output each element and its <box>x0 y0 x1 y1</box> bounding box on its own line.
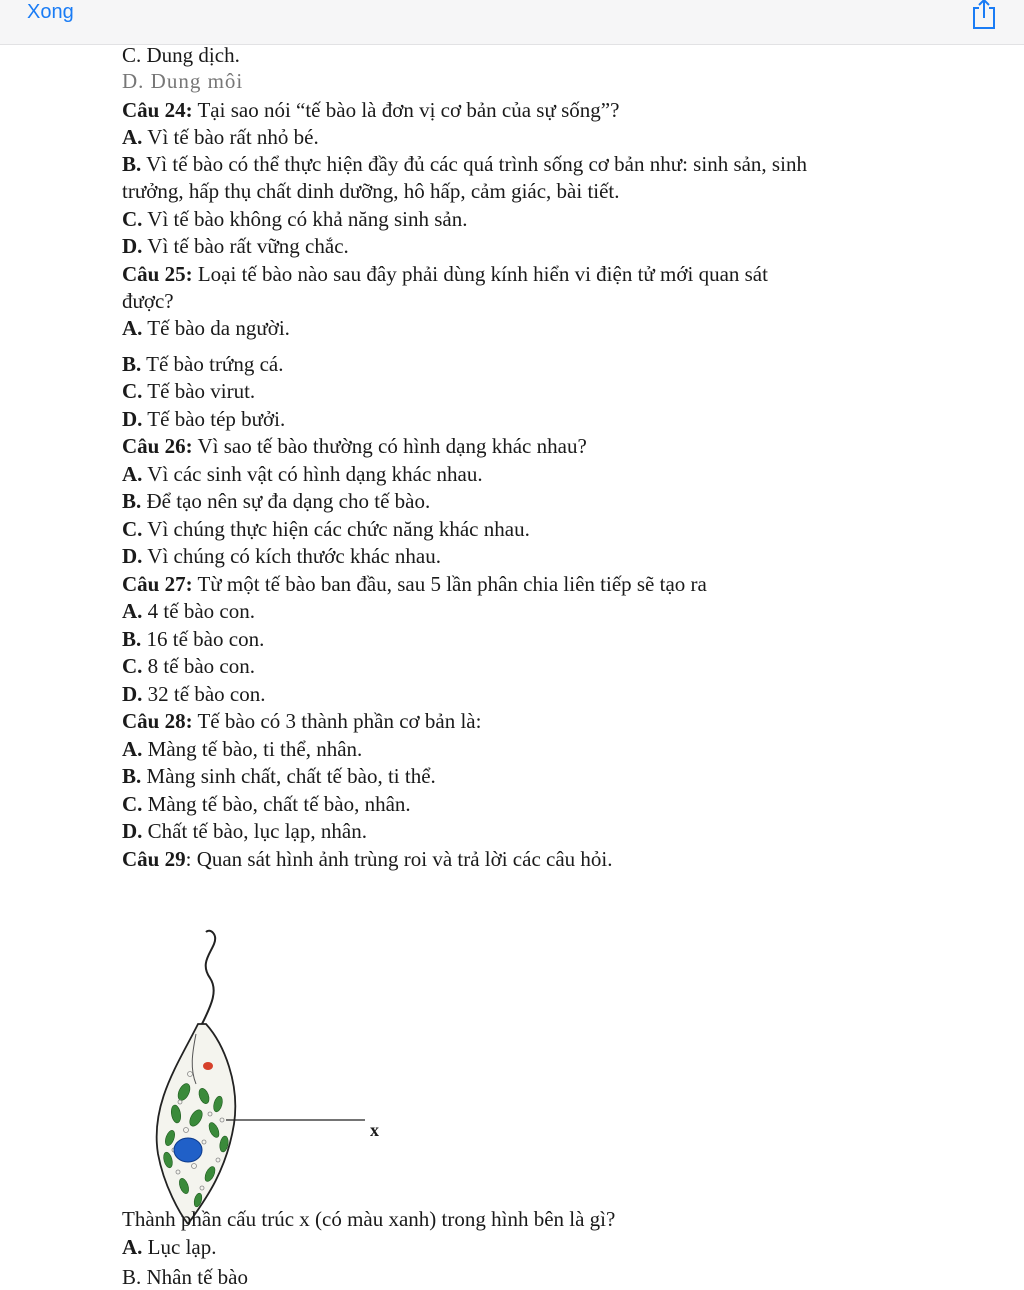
euglena-illustration <box>140 924 400 1224</box>
q25-option-b: B. Tế bào trứng cá. <box>122 352 284 376</box>
question-29: Câu 29: Quan sát hình ảnh trùng roi và trả lời các câu hỏi. <box>122 847 613 871</box>
q25-option-c: C. Tế bào virut. <box>122 379 256 403</box>
q25-option-d: D. Tế bào tép bưởi. <box>122 407 286 431</box>
q24-option-b: B. Vì tế bào có thể thực hiện đầy đủ các quá trình sống cơ bản như: sinh sản, sinh <box>122 152 807 176</box>
q27-option-d: D. 32 tế bào con. <box>122 682 266 706</box>
question-26: Câu 26: Vì sao tế bào thường có hình dạng khác nhau? <box>122 434 587 458</box>
q24-option-c: C. Vì tế bào không có khả năng sinh sản. <box>122 207 468 231</box>
q29-sub-question: Thành phần cấu trúc x (có màu xanh) trong hình bên là gì? <box>122 1207 616 1231</box>
q27-option-c: C. 8 tế bào con. <box>122 654 255 678</box>
q24-option-a: A. Vì tế bào rất nhỏ bé. <box>122 125 319 149</box>
q26-option-b: B. Để tạo nên sự đa dạng cho tế bào. <box>122 489 431 513</box>
top-toolbar <box>0 0 1024 45</box>
partial-option-c: C. Dung dịch. <box>122 43 240 67</box>
done-button[interactable]: Xong <box>27 1 74 23</box>
q28-option-b: B. Màng sinh chất, chất tế bào, ti thể. <box>122 764 436 788</box>
question-25: Câu 25: Loại tế bào nào sau đây phải dùng kính hiển vi điện tử mới quan sát <box>122 262 768 286</box>
question-24: Câu 24: Tại sao nói “tế bào là đơn vị cơ bản của sự sống”? <box>122 98 620 122</box>
share-icon <box>968 0 1000 30</box>
question-28: Câu 28: Tế bào có 3 thành phần cơ bản là: <box>122 709 482 733</box>
q28-option-a: A. Màng tế bào, ti thể, nhân. <box>122 737 363 761</box>
q26-option-a: A. Vì các sinh vật có hình dạng khác nhau. <box>122 462 483 486</box>
q24-option-d: D. Vì tế bào rất vững chắc. <box>122 234 349 258</box>
q29-sub-option-b-partial: B. Nhân tế bào <box>122 1265 248 1289</box>
q28-option-c: C. Màng tế bào, chất tế bào, nhân. <box>122 792 411 816</box>
q25-option-a: A. Tế bào da người. <box>122 316 290 340</box>
q24-option-b-cont: trưởng, hấp thụ chất dinh dưỡng, hô hấp, cảm giác, bài tiết. <box>122 179 620 203</box>
q26-option-d: D. Vì chúng có kích thước khác nhau. <box>122 544 441 568</box>
figure-label-x: x <box>370 1120 379 1140</box>
partial-option-d: D. Dung môi <box>122 69 244 93</box>
q27-option-a: A. 4 tế bào con. <box>122 599 255 623</box>
question-27: Câu 27: Từ một tế bào ban đầu, sau 5 lần phân chia liên tiếp sẽ tạo ra <box>122 572 707 596</box>
q27-option-b: B. 16 tế bào con. <box>122 627 265 651</box>
q29-sub-option-a: A. Lục lạp. <box>122 1235 217 1259</box>
share-button[interactable] <box>968 0 1000 30</box>
question-25-cont: được? <box>122 289 174 313</box>
document-page <box>0 43 1024 1289</box>
q28-option-d: D. Chất tế bào, lục lạp, nhân. <box>122 819 367 843</box>
q26-option-c: C. Vì chúng thực hiện các chức năng khác nhau. <box>122 517 530 541</box>
